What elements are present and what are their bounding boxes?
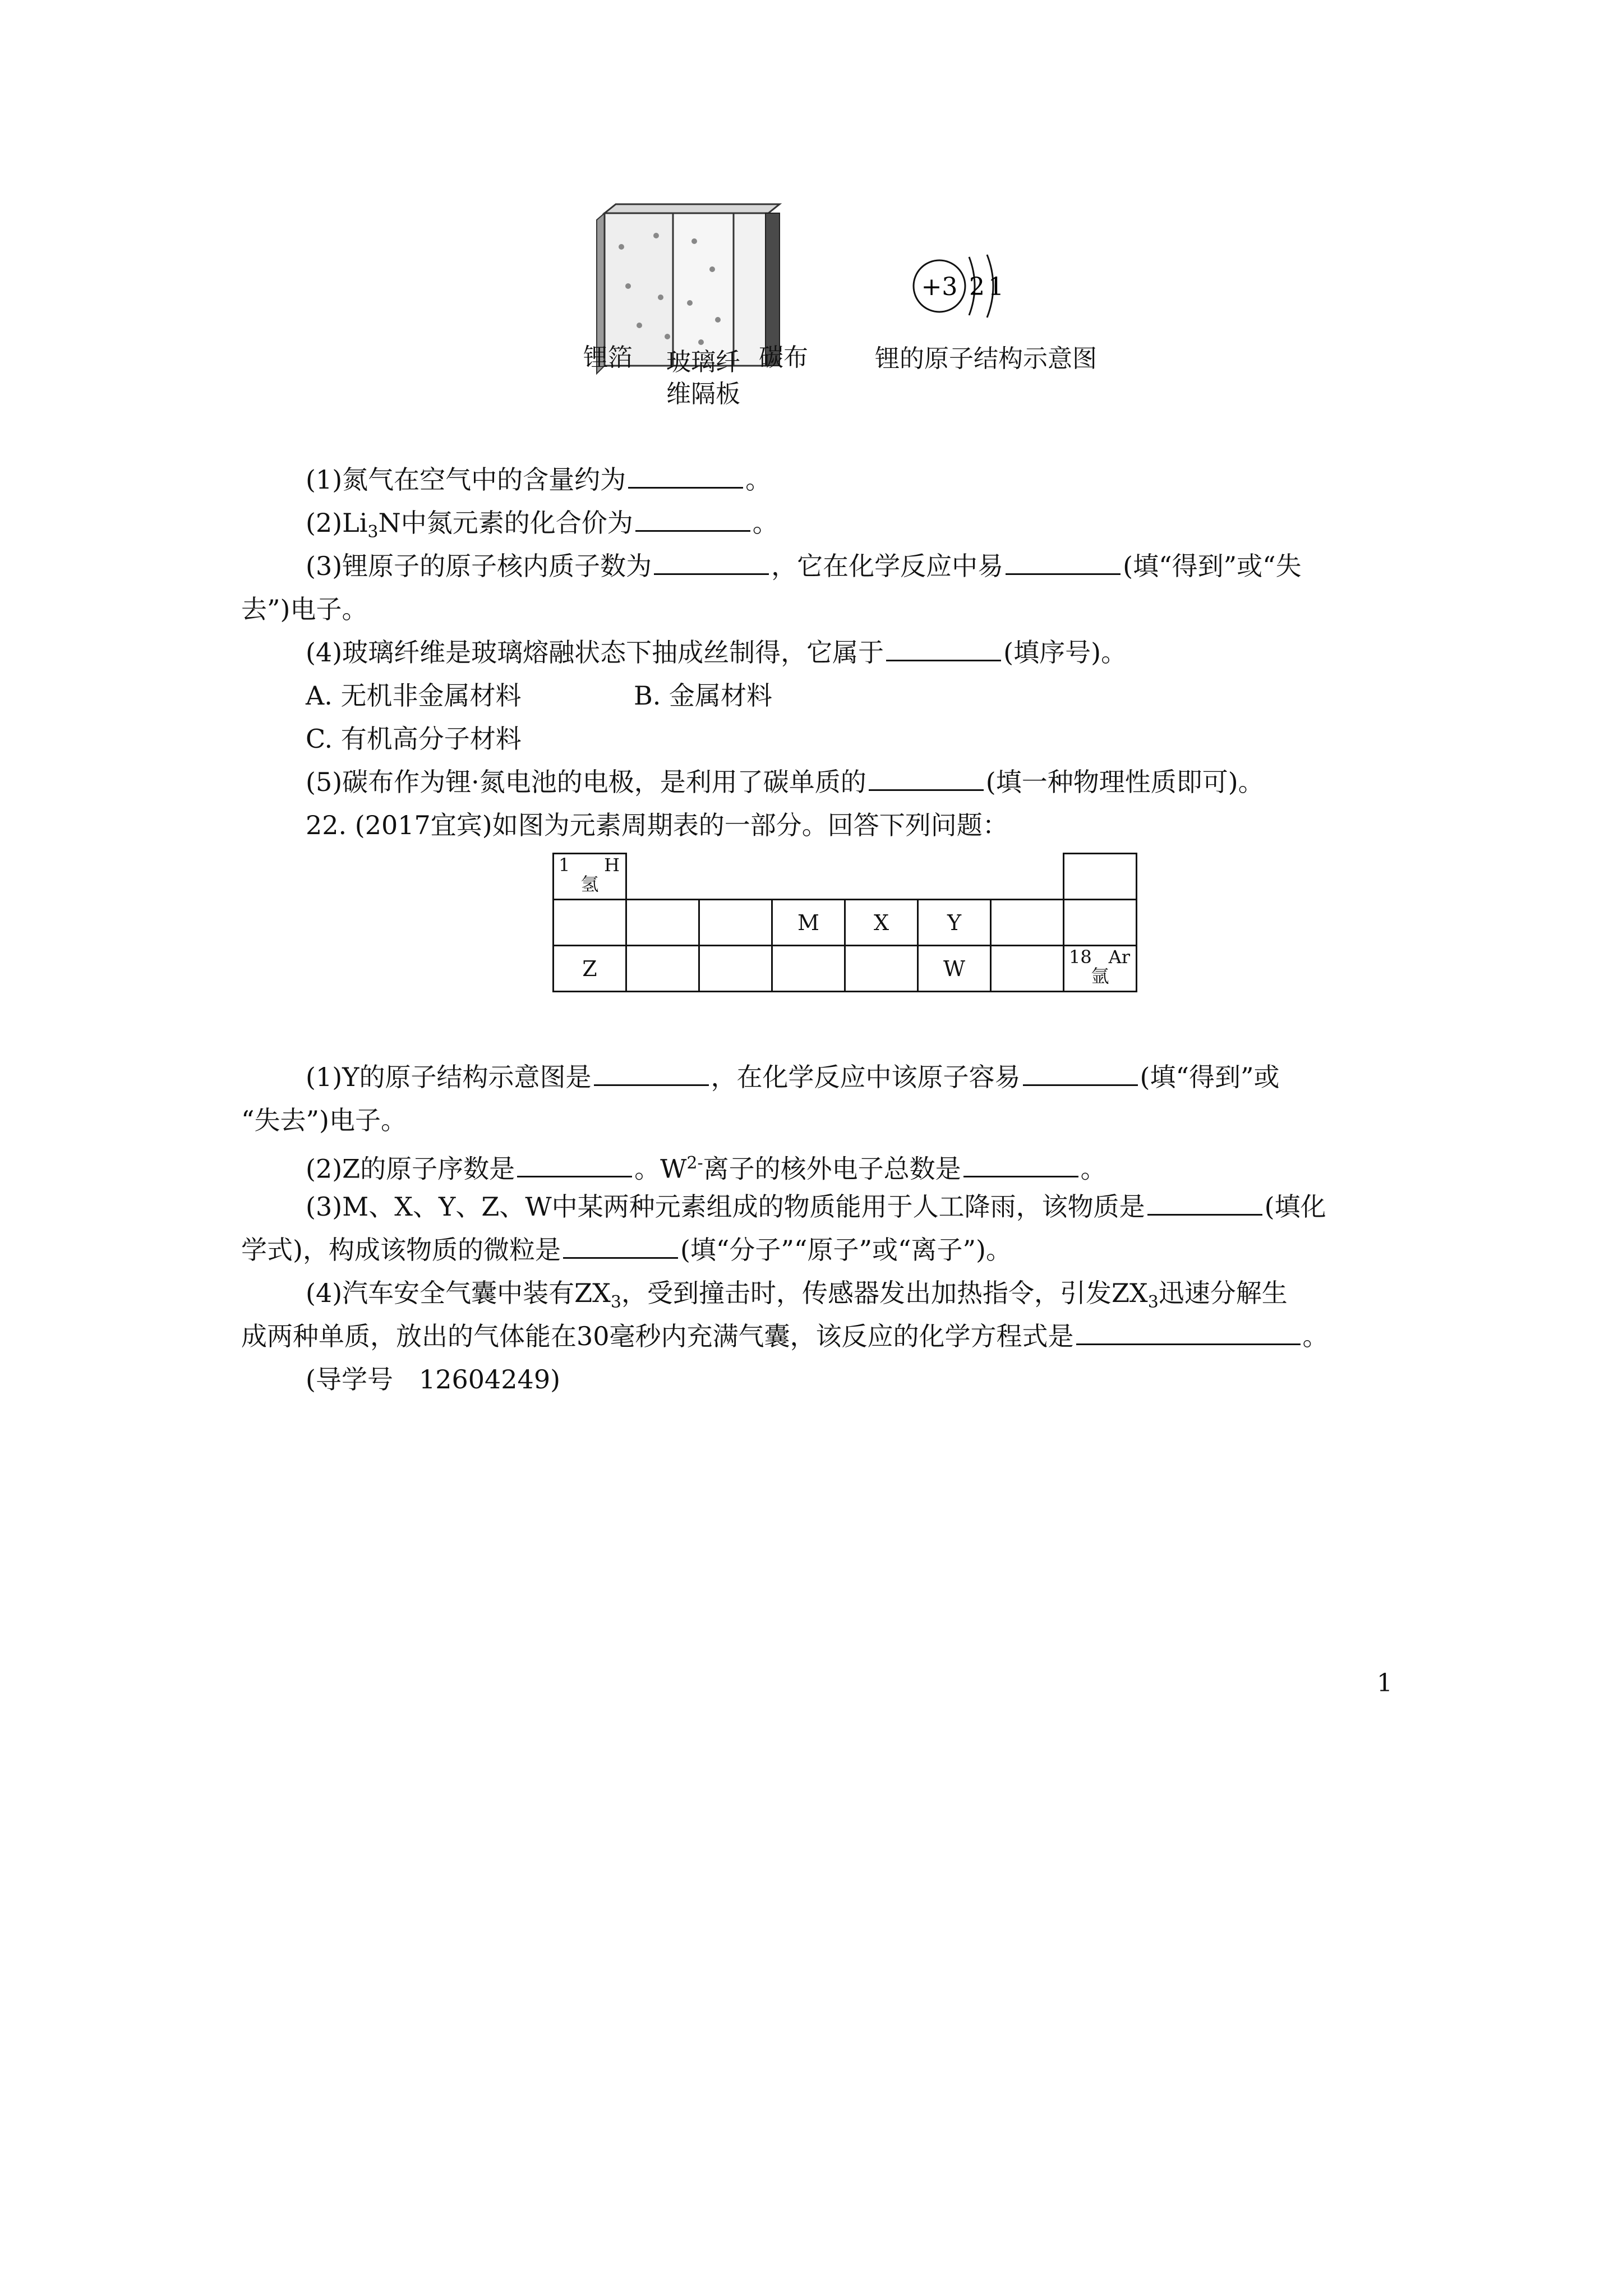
- q21-option-b: B. 金属材料: [634, 680, 773, 711]
- q21-part3-cont: 去”)电子。: [241, 594, 368, 624]
- table-cell: [554, 900, 626, 946]
- q22-part4-cont: 成两种单质，放出的气体能在30毫秒内充满气囊，该反应的化学方程式是 。: [241, 1321, 1329, 1351]
- q21-part3: (3)锂原子的原子核内质子数为 ，它在化学反应中易 (填“得到”或“失: [306, 551, 1302, 581]
- q21-part5: (5)碳布作为锂·氮电池的电极，是利用了碳单质的 (填一种物理性质即可)。: [306, 767, 1264, 797]
- q22-part1-cont: “失去”)电子。: [241, 1105, 407, 1135]
- atom-diagram-caption: 锂的原子结构示意图: [875, 344, 1097, 373]
- q22-part3-cont: 学式)，构成该物质的微粒是 (填“分子”“原子”或“离子”)。: [241, 1235, 1012, 1265]
- table-cell: [1064, 854, 1137, 900]
- separator-label-line1: 玻璃纤: [666, 348, 740, 376]
- lithium-atom-diagram: [909, 247, 1021, 331]
- table-row: [554, 946, 1137, 992]
- atom-nucleus-charge: +3: [921, 273, 958, 301]
- table-cell: [626, 946, 699, 992]
- element-cell-y: Y: [918, 900, 991, 946]
- q21-part1: (1)氮气在空气中的含量约为 。: [306, 464, 772, 495]
- q22-part2: (2)Z的原子序数是 。$W^{2-}$离子的核外电子总数是 。: [306, 1153, 1106, 1184]
- separator-label-line2: 维隔板: [666, 380, 740, 408]
- element-cell-ar: 18 Ar 氩: [1064, 946, 1137, 992]
- table-row: [554, 854, 1137, 900]
- page-number: 1: [1377, 1669, 1393, 1697]
- q21-part4: (4)玻璃纤维是玻璃熔融状态下抽成丝制得，它属于 (填序号)。: [306, 637, 1127, 668]
- table-row: [554, 900, 1137, 946]
- table-cell: [845, 946, 918, 992]
- table-cell: [699, 946, 772, 992]
- table-cell: [626, 900, 699, 946]
- element-cell-z: Z: [554, 946, 626, 992]
- element-cell-h: 1 H 氢: [554, 854, 626, 900]
- periodic-table-fragment: [552, 853, 1137, 992]
- table-cell: [772, 946, 845, 992]
- table-cell: [991, 900, 1064, 946]
- q21-option-c: C. 有机高分子材料: [306, 724, 522, 754]
- table-cell: [699, 900, 772, 946]
- q21-option-a: A. 无机非金属材料: [306, 680, 522, 711]
- table-cell: [1064, 900, 1137, 946]
- atom-shell2-count: 1: [988, 273, 1004, 301]
- element-cell-w: W: [918, 946, 991, 992]
- q22-title: 22. (2017宜宾)如图为元素周期表的一部分。回答下列问题：: [306, 810, 1008, 840]
- q22-part3: (3)M、X、Y、Z、W中某两种元素组成的物质能用于人工降雨，该物质是 (填化: [306, 1191, 1326, 1222]
- element-cell-x: X: [845, 900, 918, 946]
- q22-part4: (4)汽车安全气囊中装有$ZX_3$，受到撞击时，传感器发出加热指令，引发$ZX_3$迅速分解生: [306, 1278, 1288, 1313]
- q22-part1: (1)Y的原子结构示意图是 ，在化学反应中该原子容易 (填“得到”或: [306, 1062, 1280, 1092]
- atom-shell1-count: 2: [969, 273, 985, 301]
- element-cell-m: M: [772, 900, 845, 946]
- carbon-cloth-label: 碳布: [759, 343, 808, 372]
- guide-number: (导学号 12604249): [306, 1364, 561, 1395]
- table-cell: [991, 946, 1064, 992]
- q21-part2: $(2)Li_3N$中氮元素的化合价为 。: [306, 508, 778, 542]
- lithium-foil-label: 锂箔: [583, 343, 633, 372]
